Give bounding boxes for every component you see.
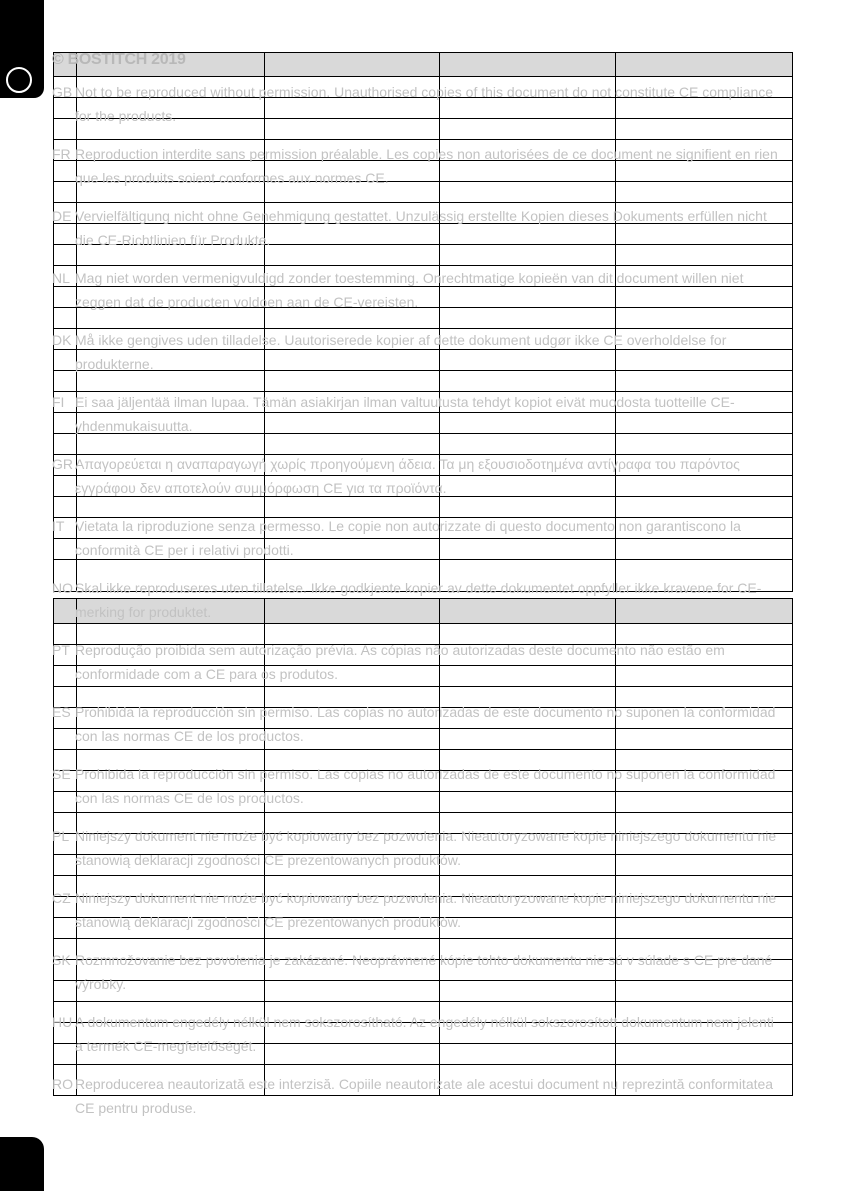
notice-entry	[52, 824, 792, 886]
notice-entry	[52, 762, 792, 824]
language-code: CZ	[52, 890, 71, 906]
notice-entry	[52, 266, 792, 328]
notice-entry	[52, 80, 792, 142]
notice-entry	[52, 1010, 792, 1072]
language-code: NO	[52, 580, 73, 596]
language-code: NL	[52, 270, 70, 286]
notice-text: Må ikke gengives uden tilladelse. Uautoriserede kopier af dette dokument udgør ikke CE overholdelse for produkterne.	[75, 332, 727, 372]
notice-entry	[52, 452, 792, 514]
language-code: IT	[52, 518, 65, 534]
notice-text: Skal ikke reproduseres uten tillatelse. Ikke godkjente kopier av dette dokumentet oppfyller ikke kravene for CE-merking for produktet.	[75, 580, 762, 620]
language-code: SE	[52, 766, 71, 782]
notice-entry	[52, 390, 792, 452]
notice-entry	[52, 886, 792, 948]
notice-text: Ei saa jäljentää ilman lupaa. Tämän asiakirjan ilman valtuutusta tehdyt kopiot eivät muodosta tuotteille CE-yhdenmukaisuutta.	[75, 394, 735, 434]
notice-entry	[52, 638, 792, 700]
language-code: RO	[52, 1076, 73, 1092]
notice-text: Niniejszy dokument nie może być kopiowany bez pozwolenia. Nieautoryzowane kopie niniejszego dokumentu nie stanowią deklaracji zgodności CE prezentowanych produktów.	[75, 828, 777, 868]
notice-text: Not to be reproduced without permission. Unauthorised copies of this document do not constitute CE compliance for the products.	[75, 84, 774, 124]
notice-entry	[52, 576, 792, 638]
circle-icon	[6, 67, 32, 93]
notice-text: Reproduction interdite sans permission préalable. Les copies non autorisées de ce document ne signifient en rien que les produits soient conformes aux normes CE.	[75, 146, 778, 186]
notice-entry	[52, 700, 792, 762]
copyright-notice	[52, 50, 792, 1134]
notice-entry	[52, 948, 792, 1010]
language-code: GR	[52, 456, 73, 472]
language-code: DE	[52, 208, 72, 224]
language-code: DK	[52, 332, 72, 348]
notice-text: A dokumentum engedély nélkül nem sokszorosítható. Az engedély nélkül sokszorosított dokumentum nem jelenti a termék CE-megfelelőségét.	[75, 1014, 774, 1054]
notice-text: Απαγορεύεται η αναπαραγωγή χωρίς προηγούμενη άδεια. Τα μη εξουσιοδοτημένα αντίγραφα του παρόντος εγγράφου δεν αποτελούν συμμόρφωση CE για τα προϊόντα.	[75, 456, 740, 496]
language-code: PL	[52, 828, 70, 844]
notice-text: Prohibida la reproducción sin permiso. Las copias no autorizadas de este documento no suponen la conformidad con las normas CE de los productos.	[75, 766, 776, 806]
language-code: PT	[52, 642, 70, 658]
language-code: FI	[52, 394, 65, 410]
notice-entry	[52, 1072, 792, 1134]
notice-entry	[52, 204, 792, 266]
notice-text: Reproducerea neautorizată este interzisă. Copiile neautorizate ale acestui document nu reprezintă conformitatea CE pentru produse.	[75, 1076, 774, 1116]
language-code: FR	[52, 146, 71, 162]
notice-text: Reprodução proibida sem autorização prévia. As cópias não autorizadas deste documento não estão em conformidade com a CE para os produtos.	[75, 642, 725, 682]
copyright-line: © BOSTITCH 2019	[52, 51, 186, 68]
language-code: ES	[52, 704, 71, 720]
notice-text: Prohibida la reproducción sin permiso. Las copias no autorizadas de este documento no suponen la conformidad con las normas CE de los productos.	[75, 704, 776, 744]
notice-text: Rozmnožovanie bez povolenia je zakázané. Neoprávnené kópie tohto dokumentu nie sú v súlade s CE pre dané výrobky.	[75, 952, 773, 992]
language-code: HU	[52, 1014, 73, 1030]
notice-entry	[52, 328, 792, 390]
notice-text: Vervielfältigung nicht ohne Genehmigung gestattet. Unzulässig erstellte Kopien dieses Dokuments erfüllen nicht die CE-Richtlinien für Produkte.	[75, 208, 767, 248]
notice-entry	[52, 142, 792, 204]
notice-text: Niniejszy dokument nie może być kopiowany bez pozwolenia. Nieautoryzowane kopie niniejszego dokumentu nie stanowią deklaracji zgodności CE prezentowanych produktów.	[75, 890, 777, 930]
language-code: GB	[52, 84, 73, 100]
side-tab-bottom	[0, 1137, 44, 1191]
notice-text: Vietata la riproduzione senza permesso. Le copie non autorizzate di questo documento non garantiscono la conformità CE per i relativi prodotti.	[75, 518, 741, 558]
notice-text: Mag niet worden vermenigvuldigd zonder toestemming. Onrechtmatige kopieën van dit document willen niet zeggen dat de producten voldoen aan de CE-vereisten.	[75, 270, 744, 310]
notice-entry	[52, 514, 792, 576]
language-code: SK	[52, 952, 71, 968]
side-tab-top	[0, 0, 44, 98]
notice-list	[52, 80, 792, 1134]
